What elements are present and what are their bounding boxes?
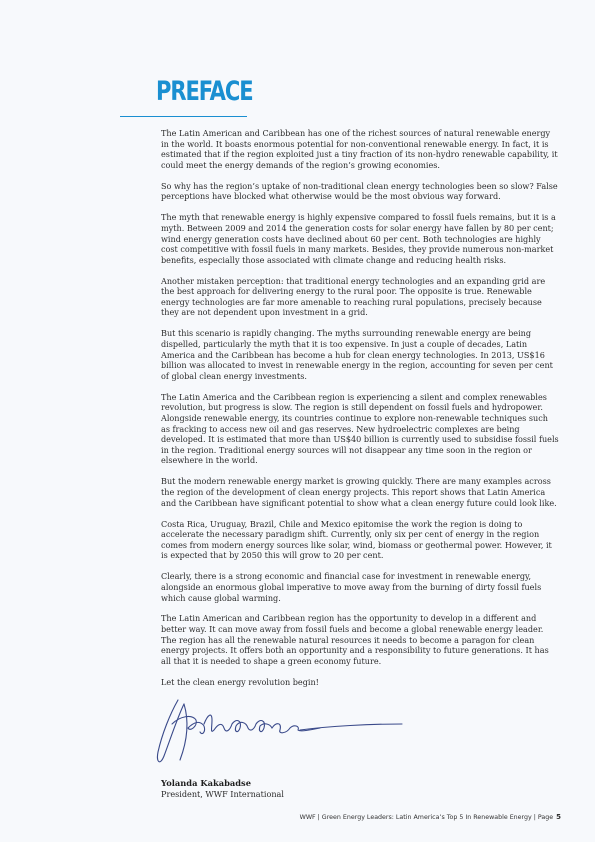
paragraph: So why has the region’s uptake of non-traditional clean energy technologies been so slow? False perceptions have blocked what otherwise would be the most obvious way forward. — [161, 180, 558, 202]
signatory-name: Yolanda Kakabadse — [161, 778, 252, 788]
paragraph: The Latin America and the Caribbean region is experiencing a silent and complex renewables revolution, but progress is slow. The region is still dependent on fossil fuels and hydropower. Alongside renewable energy, its countries continue to explore non-renewable techniques such as fracking to access new oil and gas reserves. New hydroelectric complexes are being developed. It is estimated that more than US$40 billion is currently used to subsidise fossil fuels in the region. Traditional energy sources will not disappear any time soon in the region or elsewhere in the world. — [161, 391, 559, 466]
paragraph: The myth that renewable energy is highly expensive compared to fossil fuels remains, but it is a myth. Between 2009 and 2014 the generation costs for solar energy have fallen by 80 per cent; wind energy generation costs have declined about 60 per cent. Both technologies are highly cost competitive with fossil fuels in many markets. Besides, they provide numerous non-market benefits, especially those associated with climate change and reducing health risks. — [161, 212, 556, 265]
paragraph: But the modern renewable energy market is growing quickly. There are many examples across the region of the development of clean energy projects. This report shows that Latin America and the Caribbean have significant potential to show what a clean energy future could look like. — [161, 476, 557, 508]
paragraph: Costa Rica, Uruguay, Brazil, Chile and Mexico epitomise the work the region is doing to accelerate the necessary paradigm shift. Currently, only six per cent of energy in the region comes from modern energy sources like solar, wind, biomass or geothermal power. However, it is expected that by 2050 this will grow to 20 per cent. — [161, 518, 552, 561]
title-divider — [120, 116, 247, 117]
paragraph: The Latin American and Caribbean region has the opportunity to develop in a different and better way. It can move away from fossil fuels and become a global renewable energy leader. The region has all the renewable natural resources it needs to become a paragon for clean energy projects. It offers both an opportunity and a responsibility to future generations. It has all that it is needed to shape a green economy future. — [161, 613, 549, 666]
page-footer — [300, 813, 561, 821]
footer-text: WWF | Green Energy Leaders: Latin America’s Top 5 In Renewable Energy | Page — [299, 814, 554, 821]
page-number: 5 — [556, 813, 561, 821]
paragraph: But this scenario is rapidly changing. The myths surrounding renewable energy are being dispelled, particularly the myth that it is too expensive. In just a couple of decades, Latin America and the Caribbean has become a hub for clean energy technologies. In 2013, US$16 billion was allocated to invest in renewable energy in the region, accounting for seven per cent of global clean energy investments. — [161, 328, 553, 381]
paragraph: Clearly, there is a strong economic and financial case for investment in renewable energy, alongside an enormous global imperative to move away from the burning of dirty fossil fuels which cause global warming. — [161, 571, 542, 603]
handwritten-signature — [150, 694, 410, 774]
paragraph: The Latin American and Caribbean has one of the richest sources of natural renewable energy in the world. It boasts enormous potential for non-conventional renewable energy. In fact, it is estimated that if the region exploited just a tiny fraction of its non-hydro renewable capability, it could meet the energy demands of the region’s growing economies. — [161, 128, 558, 170]
paragraph: Let the clean energy revolution begin! — [161, 676, 319, 687]
paragraph: Another mistaken perception: that traditional energy technologies and an expanding grid are the best approach for delivering energy to the rural poor. The opposite is true. Renewable energy technologies are far more amenable to reaching rural populations, precisely because they are not dependent upon investment in a grid. — [161, 275, 546, 318]
page-title: PREFACE — [156, 76, 253, 107]
preface-body — [161, 128, 559, 698]
signatory-role: President, WWF International — [161, 789, 284, 799]
